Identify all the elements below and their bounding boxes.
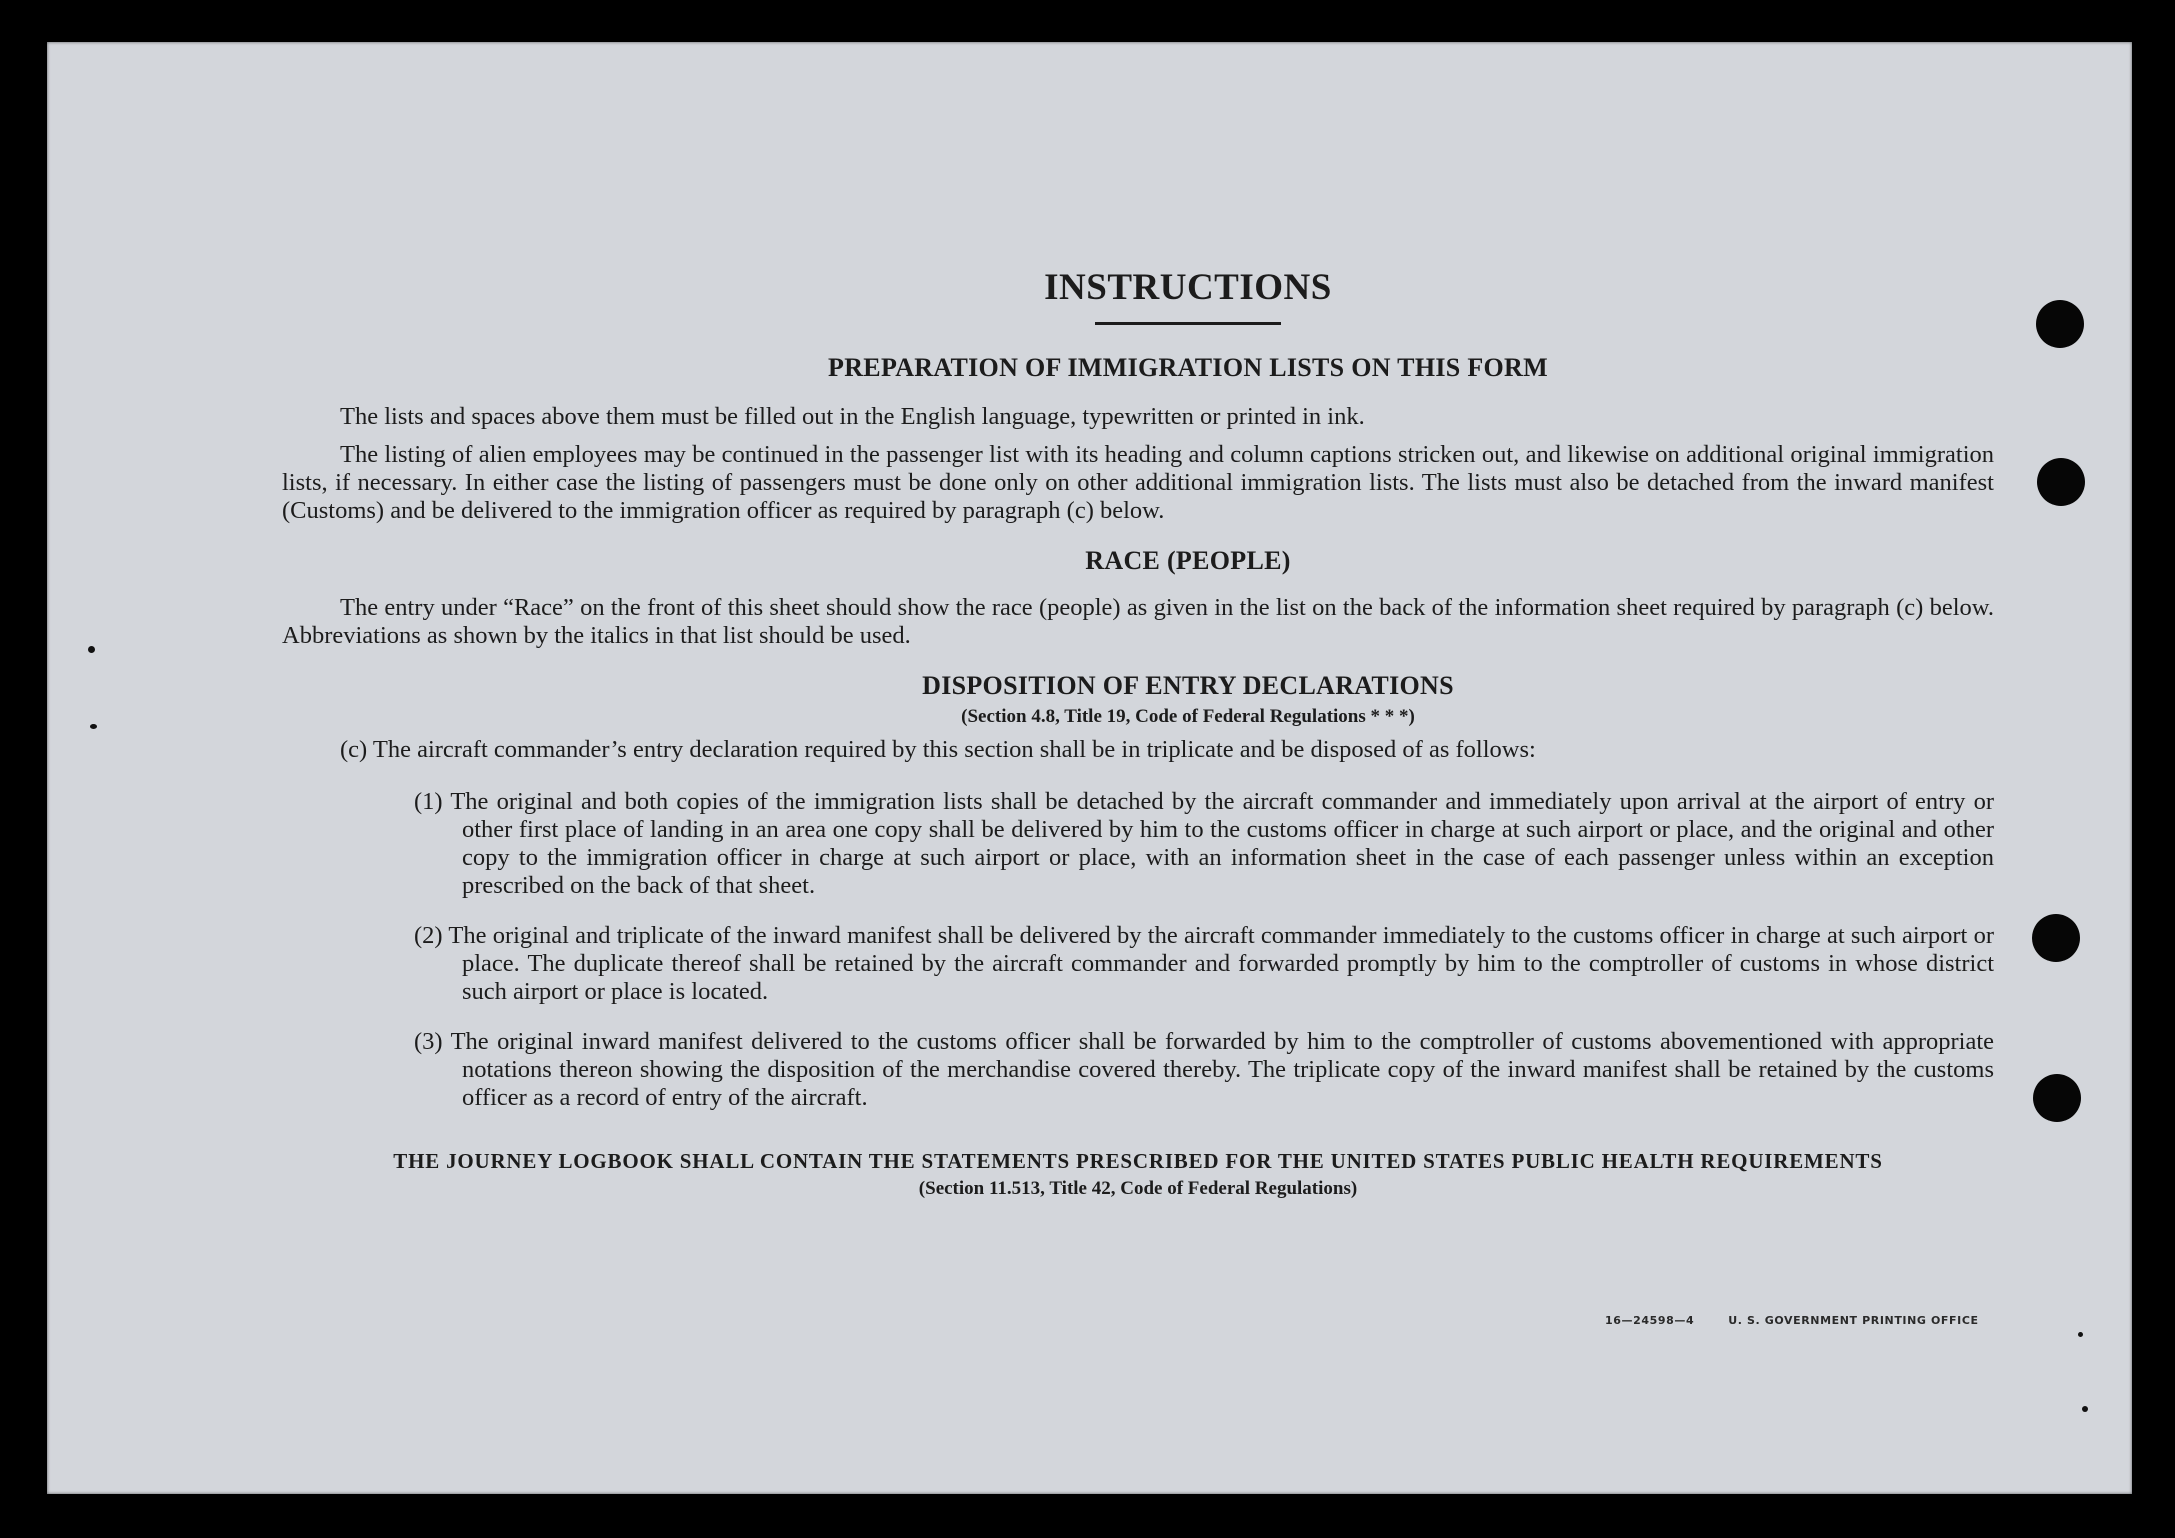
- page-title: INSTRUCTIONS: [1044, 267, 1332, 308]
- margin-speck: [88, 646, 95, 653]
- punch-hole-4: [2033, 1074, 2081, 1122]
- preparation-heading: PREPARATION OF IMMIGRATION LISTS ON THIS FORM: [828, 352, 1548, 382]
- race-heading: RACE (PEOPLE): [1085, 545, 1291, 575]
- margin-speck: [2082, 1406, 2088, 1412]
- race-paragraph: The entry under “Race” on the front of this sheet should show the race (people) as given in the list on the back of the information sheet required by paragraph (c) below. Abbreviations as shown by the italics in that list should be used.: [282, 593, 1994, 649]
- title-underline: [1095, 322, 1281, 325]
- health-requirements-citation: (Section 11.513, Title 42, Code of Federal Regulations): [918, 1178, 1358, 1200]
- preparation-paragraph-1: The lists and spaces above them must be filled out in the English language, typewritten or printed in ink.: [340, 402, 1365, 430]
- instructions-body: [282, 267, 1994, 1202]
- punch-hole-1: [2036, 300, 2084, 348]
- disposition-item-3: (3) The original inward manifest delivered to the customs officer shall be forwarded by him to the comptroller of customs abovementioned with appropriate notations thereon showing the disposition of the merchandise covered thereby. The triplicate copy of the inward manifest shall be retained by the customs officer as a record of entry of the aircraft.: [414, 1027, 1994, 1111]
- margin-speck: [2078, 1332, 2083, 1337]
- disposition-lead: (c) The aircraft commander’s entry declaration required by this section shall be in triplicate and be disposed of as follows:: [340, 735, 1536, 763]
- punch-hole-3: [2032, 914, 2080, 962]
- document-page: [47, 42, 2132, 1494]
- preparation-paragraph-2: The listing of alien employees may be continued in the passenger list with its heading and column captions stricken out, and likewise on additional original immigration lists, if necessary. In either case the listing of passengers must be done only on other additional immigration lists. The lists must also be detached from the inward manifest (Customs) and be delivered to the immigration officer as required by paragraph (c) below.: [282, 440, 1994, 524]
- disposition-citation: (Section 4.8, Title 19, Code of Federal Regulations * * *): [961, 706, 1415, 728]
- form-print-code: 16—24598—4: [1605, 1314, 1695, 1327]
- disposition-item-2: (2) The original and triplicate of the inward manifest shall be delivered by the aircraft commander immediately to the customs officer in charge at such airport or place. The duplicate thereof shall be retained by the aircraft commander and forwarded promptly by him to the comptroller of customs in whose district such airport or place is located.: [414, 921, 1994, 1005]
- printer-imprint: [1605, 1314, 2013, 1327]
- health-requirements-statement: THE JOURNEY LOGBOOK SHALL CONTAIN THE STATEMENTS PRESCRIBED FOR THE UNITED STATES PUBLIC HEALTH REQUIREMENTS: [393, 1148, 1883, 1173]
- printer-name: U. S. GOVERNMENT PRINTING OFFICE: [1728, 1314, 1979, 1327]
- margin-speck: [90, 724, 97, 729]
- disposition-heading: DISPOSITION OF ENTRY DECLARATIONS: [922, 670, 1454, 700]
- disposition-item-1: (1) The original and both copies of the immigration lists shall be detached by the aircraft commander and immediately upon arrival at the airport of entry or other first place of landing in an area one copy shall be delivered by him to the customs officer in charge at such airport or place, and the original and other copy to the immigration officer in charge at such airport or place, with an information sheet in the case of each passenger unless within an exception prescribed on the back of that sheet.: [414, 787, 1994, 899]
- punch-hole-2: [2037, 458, 2085, 506]
